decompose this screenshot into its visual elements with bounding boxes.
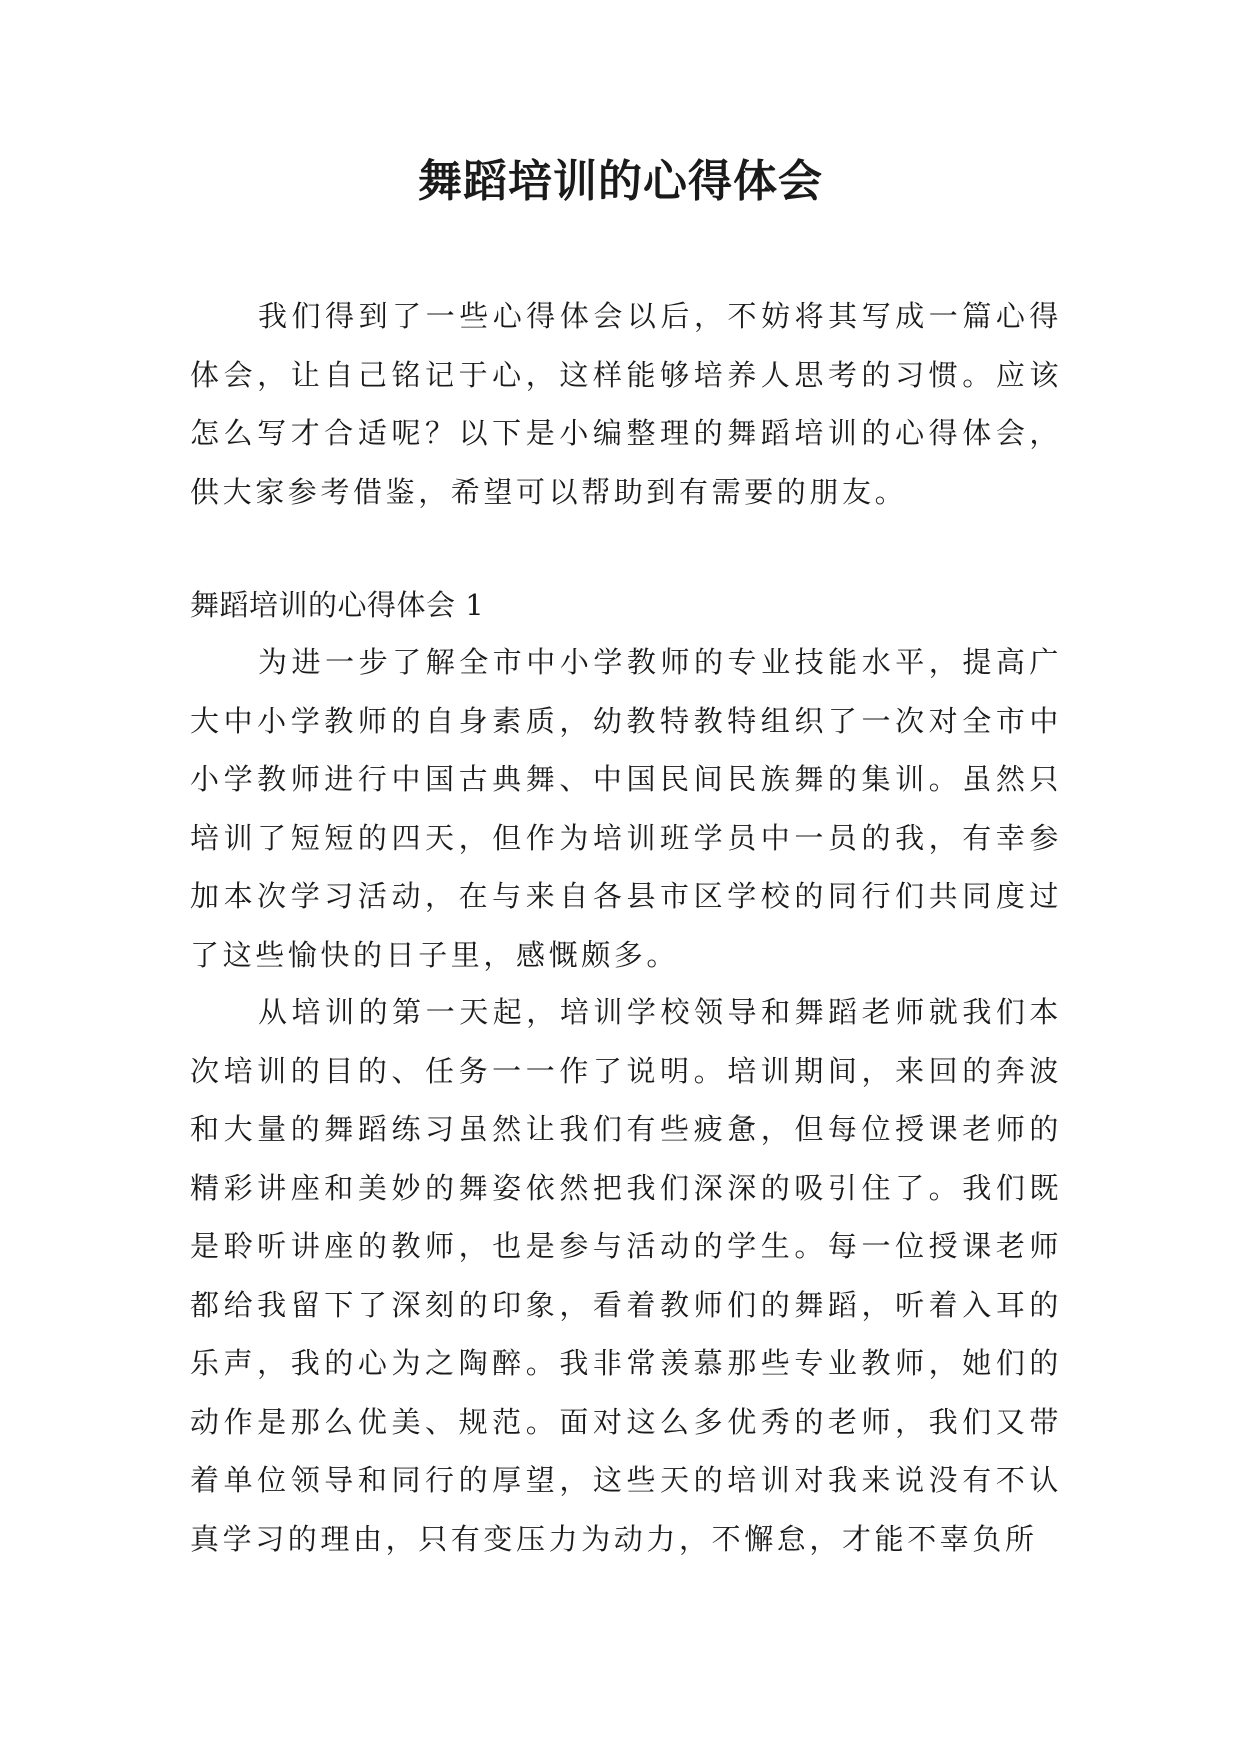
body-paragraph: 从培训的第一天起，培训学校领导和舞蹈老师就我们本次培训的目的、任务一一作了说明。培训期间，来回的奔波和大量的舞蹈练习虽然让我们有些疲惫，但每位授课老师的精彩讲座和美妙的舞姿依然把我们深深的吸引住了。我们既是聆听讲座的教师，也是参与活动的学生。每一位授课老师都给我留下了深刻的印象，看着教师们的舞蹈，听着入耳的乐声，我的心为之陶醉。我非常羡慕那些专业教师，她们的动作是那么优美、规范。面对这么多优秀的老师，我们又带着单位领导和同行的厚望，这些天的培训对我来说没有不认真学习的理由，只有变压力为动力，不懈怠，才能不辜负所: [190, 995, 1062, 1556]
document-title: 舞蹈培训的心得体会: [418, 156, 823, 207]
body-paragraph: 为进一步了解全市中小学教师的专业技能水平，提高广大中小学教师的自身素质，幼教特教特组织了一次对全市中小学教师进行中国古典舞、中国民间民族舞的集训。虽然只培训了短短的四天，但作为培训班学员中一员的我，有幸参加本次学习活动，在与来自各县市区学校的同行们共同度过了这些愉快的日子里，感慨颇多。: [190, 645, 1062, 972]
section-heading: 舞蹈培训的心得体会 1: [190, 588, 485, 622]
intro-paragraph: 我们得到了一些心得体会以后，不妨将其写成一篇心得体会，让自己铭记于心，这样能够培养人思考的习惯。应该怎么写才合适呢？以下是小编整理的舞蹈培训的心得体会，供大家参考借鉴，希望可以帮助到有需要的朋友。: [190, 299, 1062, 509]
